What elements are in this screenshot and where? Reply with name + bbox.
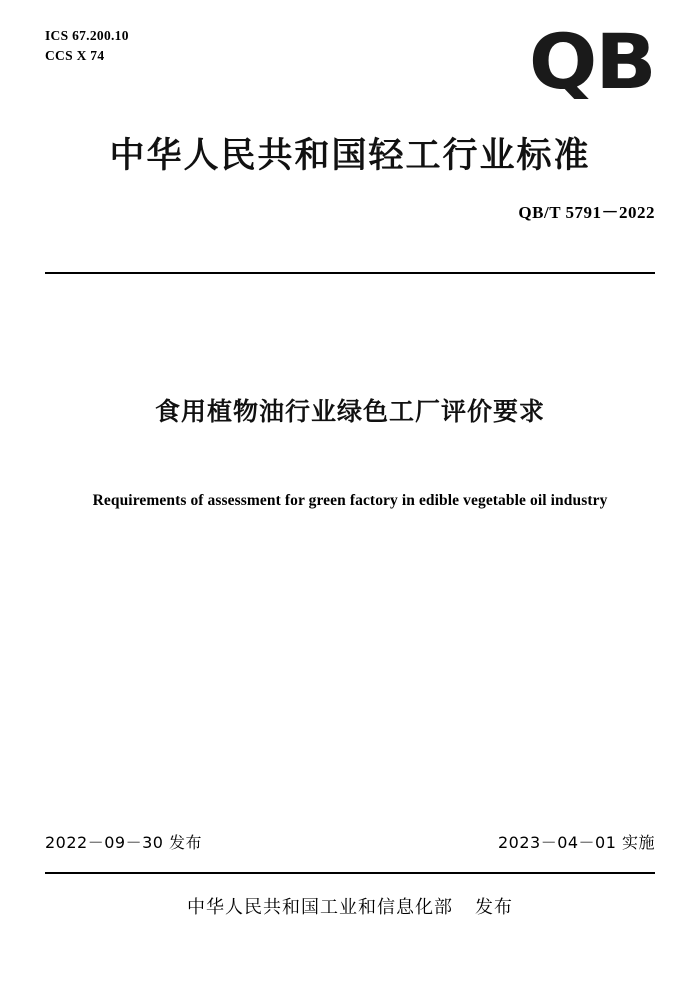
qb-logo: QB xyxy=(529,17,655,106)
date-row xyxy=(45,830,655,853)
divider-top xyxy=(45,272,655,274)
issuer-action: 发布 xyxy=(475,897,513,918)
classification-codes xyxy=(45,26,129,66)
ics-code: ICS 67.200.10 xyxy=(45,28,129,43)
ccs-code: CCS X 74 xyxy=(45,48,105,63)
issuer-organization: 中华人民共和国工业和信息化部 xyxy=(187,897,453,918)
issuing-authority xyxy=(0,893,700,919)
cover-header xyxy=(45,17,655,136)
document-title-english: Requirements of assessment for green factory in edible vegetable oil industry xyxy=(92,492,608,509)
document-title-chinese: 食用植物油行业绿色工厂评价要求 xyxy=(154,397,545,426)
national-standard-title: 中华人民共和国轻工行业标准 xyxy=(109,136,591,176)
divider-bottom xyxy=(45,872,655,874)
issue-date: 2022－09－30 发布 xyxy=(45,833,203,852)
implementation-date: 2023－04－01 实施 xyxy=(497,833,655,852)
standard-number: QB/T 5791－2022 xyxy=(518,203,655,222)
